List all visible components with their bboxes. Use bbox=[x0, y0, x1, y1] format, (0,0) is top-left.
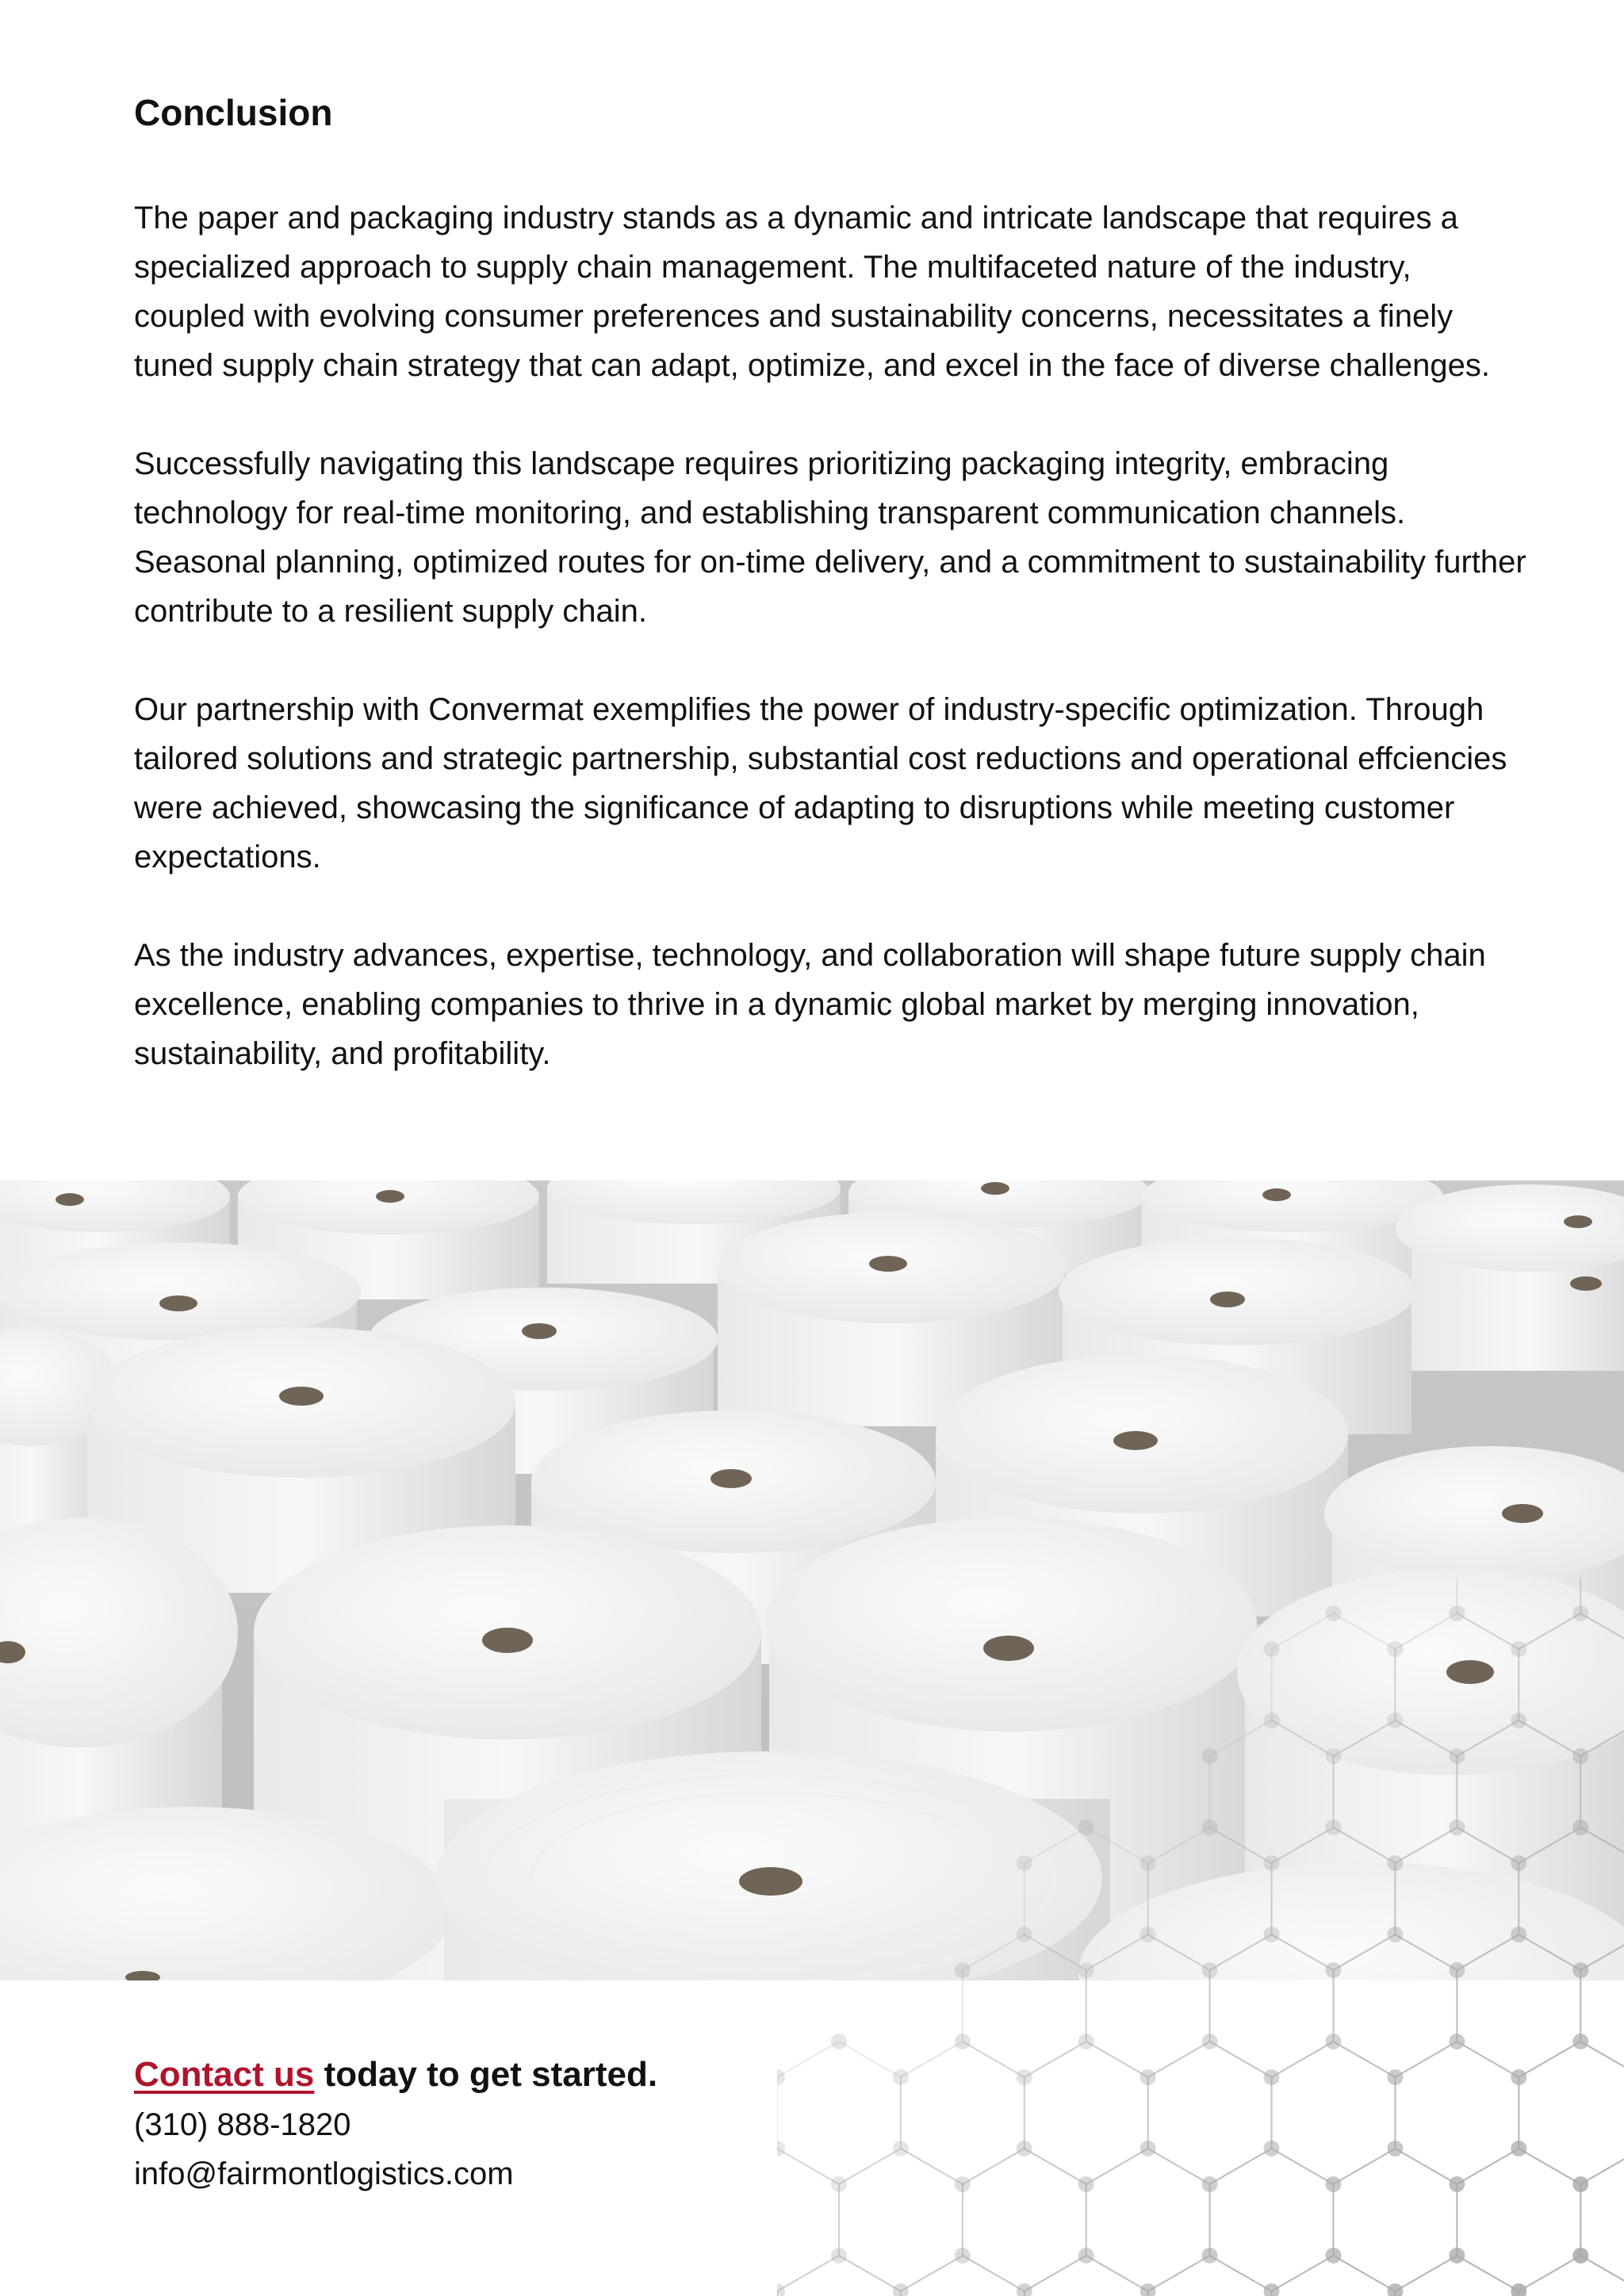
hexagon-node bbox=[1140, 2069, 1156, 2085]
hexagon-cell bbox=[1086, 2149, 1210, 2291]
hexagon-node bbox=[1264, 2069, 1280, 2085]
cta-rest-text: today to get started. bbox=[314, 2055, 658, 2094]
hexagon-cell bbox=[1333, 2149, 1457, 2291]
hexagon-cell bbox=[1025, 2256, 1148, 2296]
call-to-action bbox=[134, 2049, 927, 2100]
hexagon-node bbox=[1325, 2176, 1341, 2192]
contact-us-link[interactable]: Contact us bbox=[134, 2055, 315, 2094]
hexagon-node bbox=[1511, 2141, 1526, 2156]
hexagon-node bbox=[1572, 2248, 1588, 2263]
hexagon-node bbox=[1325, 2248, 1341, 2263]
conclusion-body bbox=[134, 193, 1530, 1127]
hexagon-node bbox=[1264, 2283, 1280, 2296]
hexagon-node bbox=[1387, 2069, 1403, 2085]
hexagon-cell bbox=[1519, 2256, 1624, 2296]
page-heading: Conclusion bbox=[134, 92, 333, 133]
hexagon-node bbox=[1449, 2248, 1465, 2263]
hexagon-cell bbox=[1580, 2149, 1624, 2291]
hexagon-node bbox=[1140, 2141, 1156, 2156]
hexagon-node bbox=[955, 2176, 971, 2192]
hexagon-cell bbox=[1272, 2256, 1396, 2296]
hexagon-node bbox=[955, 2034, 971, 2049]
hexagon-node bbox=[893, 2283, 909, 2296]
paragraph-1: The paper and packaging industry stands as a dynamic and intricate landscape that requires a specialized approach to supply chain management. The multifaceted nature of the industry, coupled with evolving consumer preferences and sustainability concerns, necessitates a finely tuned supply chain strategy that can adapt, optimize, and excel in the face of diverse challenges. bbox=[134, 201, 1490, 383]
hexagon-node bbox=[1202, 2248, 1218, 2263]
hexagon-cell bbox=[1457, 2149, 1580, 2291]
hexagon-cell bbox=[1519, 2042, 1624, 2184]
hexagon-node bbox=[1017, 2141, 1032, 2156]
hexagon-cell bbox=[1272, 2042, 1396, 2184]
hexagon-cell bbox=[1395, 2256, 1519, 2296]
hexagon-node bbox=[777, 2283, 785, 2296]
hexagon-node bbox=[1078, 2176, 1094, 2192]
phone-number: (310) 888-1820 bbox=[134, 2107, 351, 2142]
hexagon-node bbox=[1017, 2069, 1032, 2085]
hexagon-node bbox=[1511, 2283, 1526, 2296]
hexagon-node bbox=[1387, 2283, 1403, 2296]
hexagon-node bbox=[1140, 2283, 1156, 2296]
hexagon-node bbox=[1325, 2034, 1341, 2049]
hexagon-node bbox=[1017, 2283, 1032, 2296]
hexagon-node bbox=[955, 2248, 971, 2263]
contact-block bbox=[134, 2049, 927, 2198]
hexagon-node bbox=[1387, 2141, 1403, 2156]
paragraph-3: Our partnership with Convermat exemplifies the power of industry-specific optimization. Through tailored solutions and strategic partnership, substantial cost reductions and operational effciencies were achieved, showcasing the significance of adapting to disruptions while meeting customer expectations. bbox=[134, 692, 1507, 874]
hexagon-node bbox=[1264, 2141, 1280, 2156]
hexagon-node bbox=[1572, 2034, 1588, 2049]
hexagon-node bbox=[1202, 2034, 1218, 2049]
hexagon-cell bbox=[1210, 2149, 1334, 2291]
hexagon-cell bbox=[1148, 2256, 1272, 2296]
hexagon-node bbox=[1449, 2176, 1465, 2192]
hexagon-node bbox=[1511, 2069, 1526, 2085]
hexagon-node bbox=[1202, 2176, 1218, 2192]
paragraph-2: Successfully navigating this landscape requires prioritizing packaging integrity, embracing technology for real-time monitoring, and establishing transparent communication channels. Seasonal planning, optimized routes for on-time delivery, and a commitment to sustainability further contribute to a resilient supply chain. bbox=[134, 446, 1526, 629]
hexagon-cell bbox=[1148, 2042, 1272, 2184]
hexagon-node bbox=[1572, 2176, 1588, 2192]
hexagon-node bbox=[831, 2034, 847, 2049]
paragraph-4: As the industry advances, expertise, technology, and collaboration will shape future supply chain excellence, enabling companies to thrive in a dynamic global market by merging innovation, sustainability, and profitability. bbox=[134, 938, 1486, 1071]
hexagon-node bbox=[1078, 2034, 1094, 2049]
hexagon-cell bbox=[1395, 2042, 1519, 2184]
hexagon-cell bbox=[1025, 2042, 1148, 2184]
hexagon-node bbox=[831, 2248, 847, 2263]
hexagon-cell bbox=[963, 2149, 1086, 2291]
hexagon-node bbox=[1449, 2034, 1465, 2049]
hexagon-cell bbox=[777, 2256, 901, 2296]
hexagon-cell bbox=[901, 2256, 1025, 2296]
paper-rolls-photo bbox=[0, 1181, 1624, 1980]
hexagon-node bbox=[1078, 2248, 1094, 2263]
email-address: info@fairmontlogistics.com bbox=[134, 2156, 514, 2191]
